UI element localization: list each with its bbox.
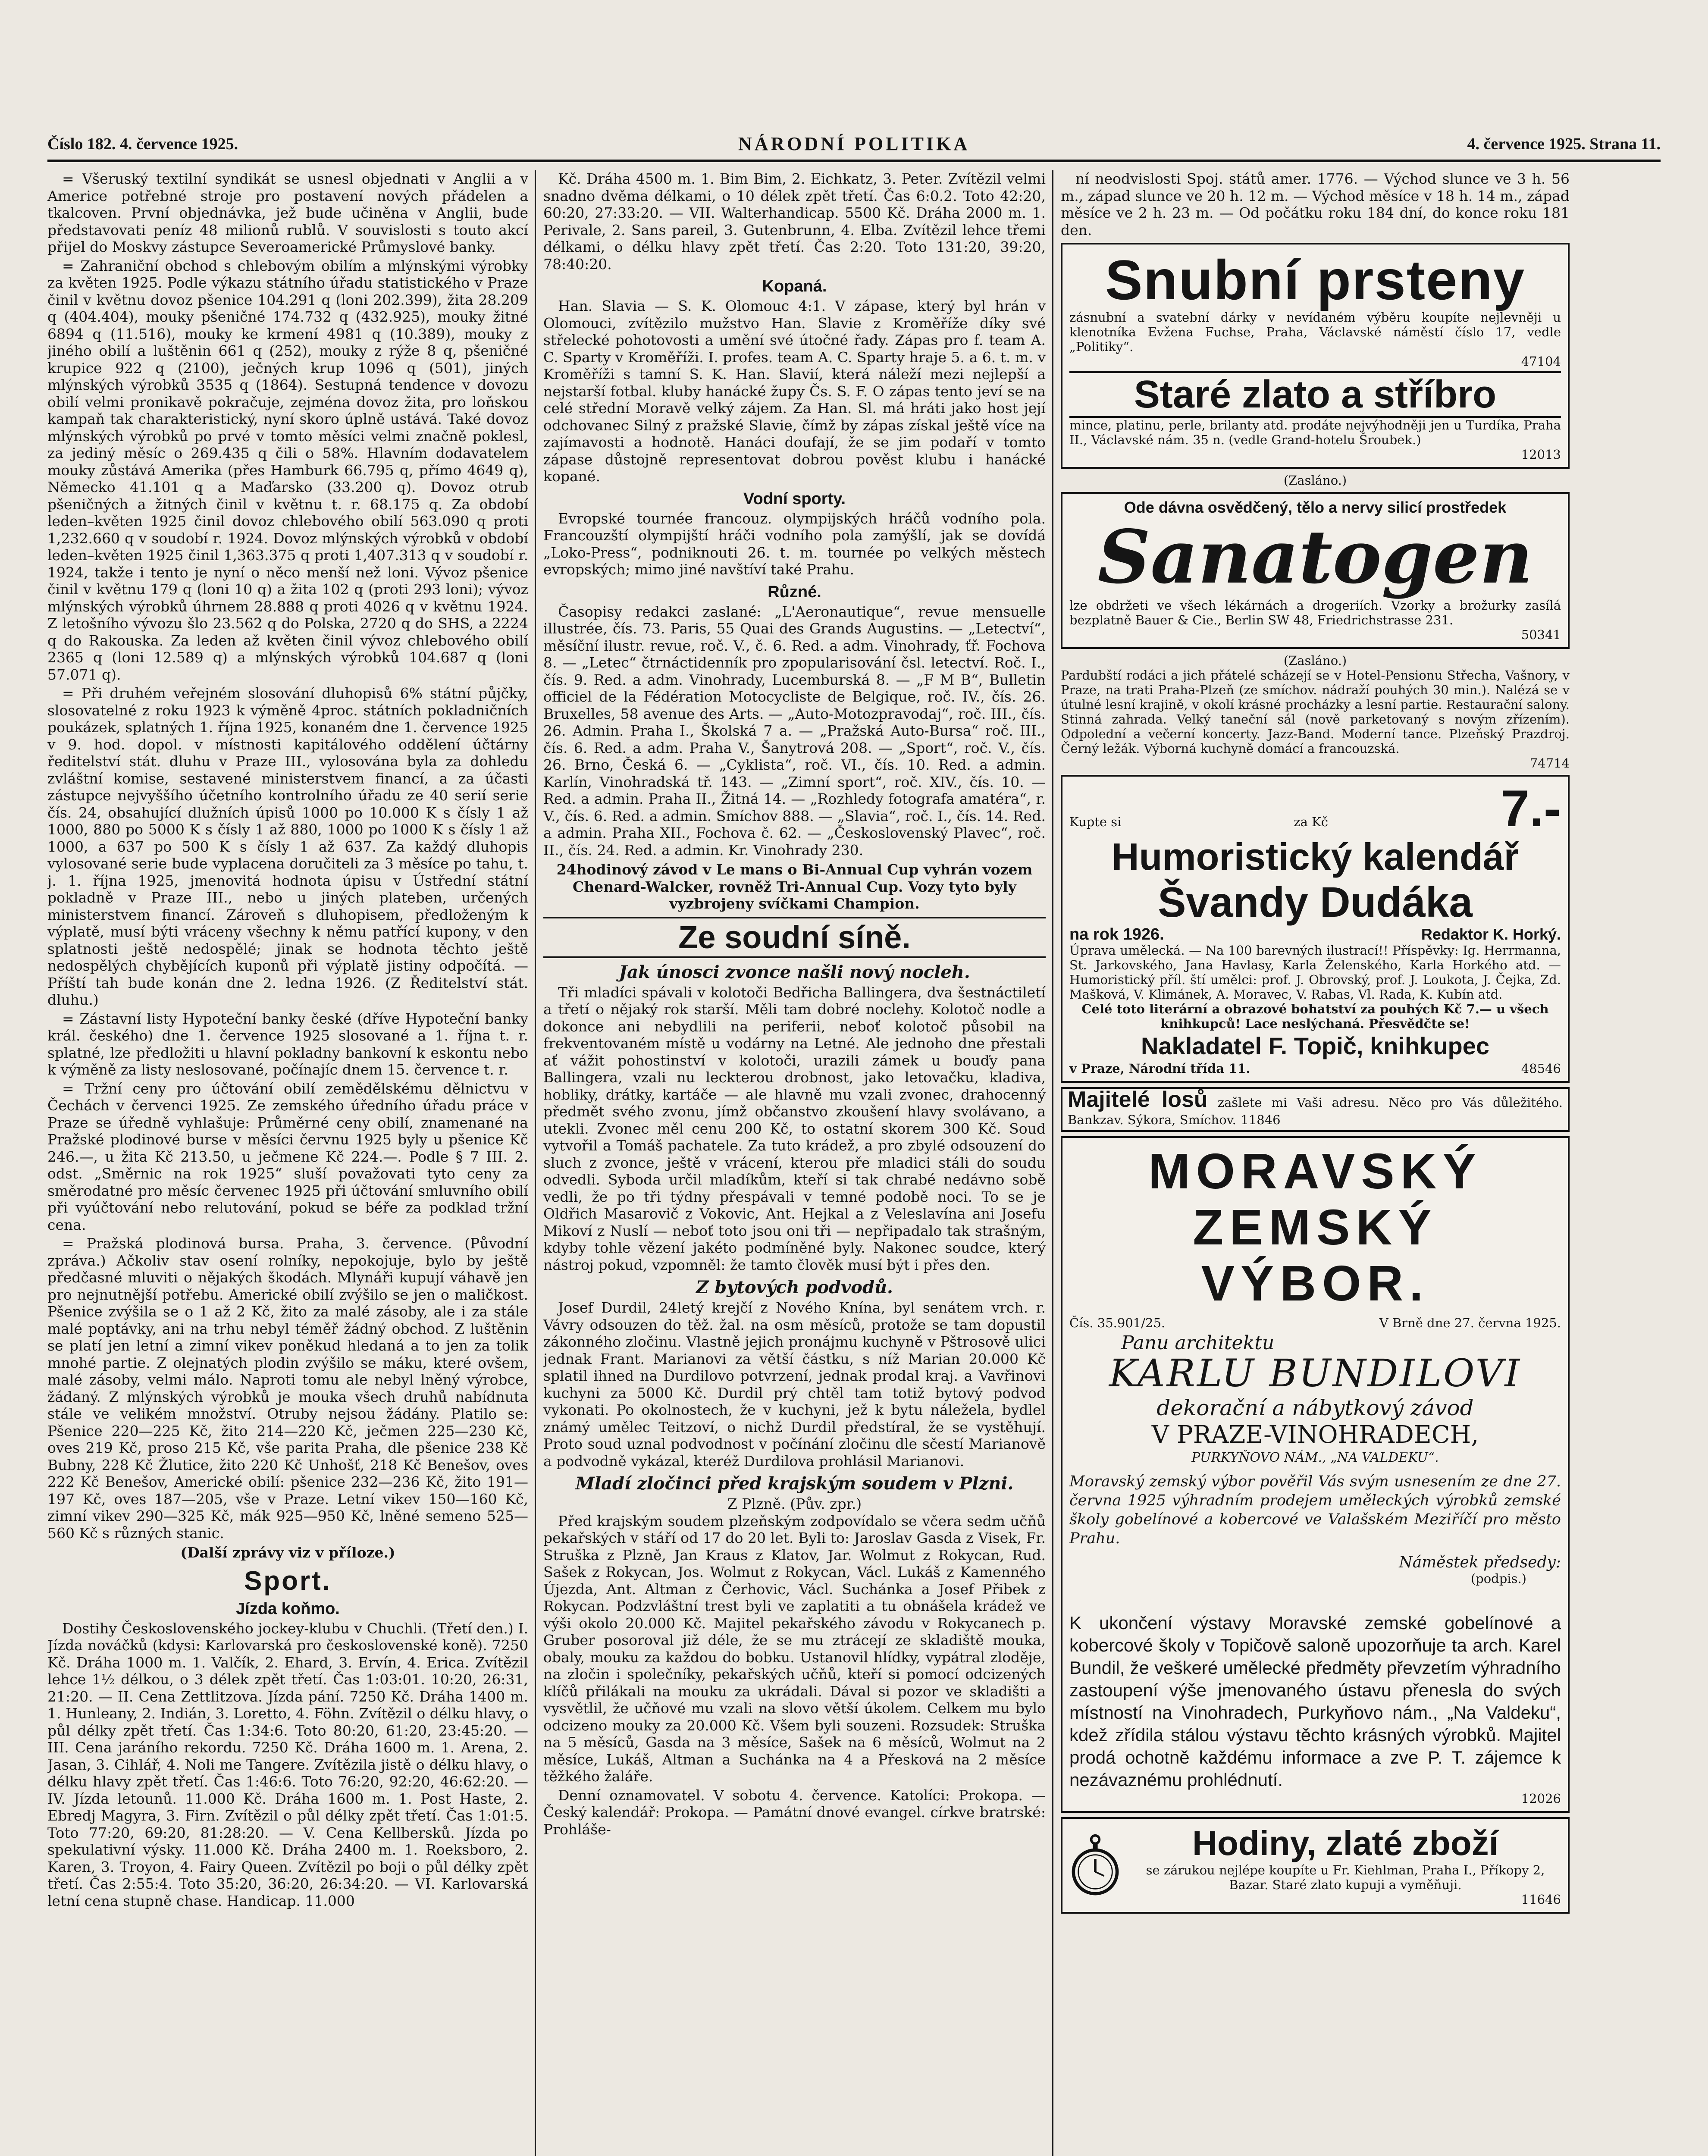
article-bell-thieves: Tři mladíci spávali v kolotoči Bedřicha Ballingera, dva šestnáctiletí a třetí o nějaký rok starší. Měli tam dobré noclehy. Kolotoč nodle a dokonce ani nebydlili na periferii, neboť kolotoč působil na frekventovaném místě u vodárny na Letné. Ale jednoho dne přestali ať vážit pohostinství v kolotoči, urazili zámek u bouďy pana Ballingera, vzali nu leckterou drobnost, jako letovačku, kladiva, hobliky, drátky, kartáče — ale hlavně mu vzali zvonec, drahocenný předmět svého zvonu, jímž občanstvo zkoušení hlavy svolávano, a utekli. Zvonec měl cenu 200 Kč, to ostatní skorem 300 Kč. Soud vytvořil a Tomáš pachatele. Za tuto krádež, a pro zbylé odsouzení do sluch z zvonce, ještě v vrácení, kterou pře mladici stáli do soudu odvedli. Syboda určil mladíkům, kteří si tak chrabé nedávno sobě vedli, že po tři týdny přespávali v temné podobě noci. To se je Oldřich Masarovič z Vokovic, Ant. Hejkal a z Veleslavína ani Josefu Mikoví z Nuslí — neboť toto jsou oni tři — nepřipadalo tak strašným, kdyby tohle vězení jakéto podmíněné byly. Nakonec soudce, který nástroj pokud, vzpomněl: že tamto člověk musí být i přes den. bbox=[543, 984, 1046, 1273]
ad-calendar-address: v Praze, Národní třída 11. bbox=[1069, 1061, 1250, 1076]
pocket-watch-icon bbox=[1069, 1833, 1121, 1898]
article-football: Han. Slavia — S. K. Olomouc 4:1. V zápase, který byl hrán v Olomouci, zvítězilo mužstvo Han. Slavie z Kroměříže díky své střelecké pohotovosti a umění své útočné řady. Zápas pro f. team A. C. Sparty v Kroměříži. I. profes. team A. C. Sparty hraje 5. a 6. t. m. v Kroměříži s tamní S. K. Han. Slavií, která náleží mezi nejlepší a nejstarší fotbal. kluby hanácké župy Čs. S. F. O zápas tento jeví se na celé střední Moravě velký zájem. Za Han. Sl. má hráti jako host její odchovanec Silný z pražské Slavie, čímž by zápas získal ještě více na zajímavosti a hodnotě. Hanáci doufají, že se jim podaří v tomto zápase důstojně representovat dobrou pověst klubu i hanácké kopané. bbox=[543, 298, 1046, 485]
subsection-football: Kopaná. bbox=[762, 277, 827, 295]
ad-number: 74714 bbox=[1529, 755, 1570, 771]
ad-calendar-price: 7.- bbox=[1500, 779, 1561, 837]
ad-gold-silver-text: mince, platinu, perle, brilanty atd. prodáte nejvýhodněji jen u Turdíka, Praha II., Václavské nám. 35 n. (vedle Grand-hotelu Šroubek.) bbox=[1069, 418, 1561, 447]
column-divider bbox=[535, 170, 536, 2156]
column-1 bbox=[47, 170, 528, 2156]
newspaper-title: NÁRODNÍ POLITIKA bbox=[738, 133, 970, 154]
ad-wedding-rings-title: Snubní prsteny bbox=[1105, 248, 1526, 311]
ad-moravian-firm: dekorační a nábytkový závod bbox=[1156, 1395, 1474, 1420]
ad-watches-title: Hodiny, zlaté zboží bbox=[1192, 1824, 1498, 1862]
ad-lottery bbox=[1061, 1087, 1570, 1132]
ad-calendar bbox=[1061, 775, 1570, 1083]
article-state-loan: = Při druhém veřejném slosování dluhopisů 6% státní půjčky, slosovatelné z roku 1923 k výměně 4proc. státních pokladničních poukázek, splatných 1. října 1925, konaném dne 1. července 1925 v 9. hod. dopol. v místnosti kapitálového oddělení účtárny ředitelství stát. dluhu v Praze III., vylosována byla za dohledu zvláštní komise, sestavené ministerstvem financí, a za účasti zástupce nejvyššího účetního kontrolního úřadu ze 40 serií serie čís. 24, obsahující dlužních úpisů 1000 po 10.000 K s čísly 1 až 1000, 880 po 5000 K s čísly 1 až 880, 1000 po 1000 K s čísly 1 až 1000, a 637 po 500 K s čísly 1 až 637. Za každý dluhopis vylosované serie bude vyplacena doručiteli za 3 měsíce po tahu, t. j. 1. října 1925, jmenovitá hodnota úpisu v Ústřední státní pokladně v Praze III., nebo u jiných plateben, určených ministerstvem financí. Zároveň s dluhopisem, předloženým k výplatě, musí býti vráceny všechny k němu patřící kupony, v den splatnosti ještě nedospělé; jinak se hodnota těchto ještě nedospělých chybějících kuponů při výplatě jistiny odpočítá. — Příští tah bude konán dne 2. ledna 1926. (Z Ředitelství stát. dluhu.) bbox=[47, 685, 528, 1008]
ad-sanatogen bbox=[1061, 492, 1570, 649]
article-water-polo: Evropské tournée francouz. olympijských hráčů vodního pola. Francouzští olympijští hráči vodního pola zamýšlí, jak se dovídá „Loko-Press“, podniknouti 26. t. m. tournée po velkých městech evropských; mimo jiné navštíví také Prahu. bbox=[543, 510, 1046, 578]
ad-watches-text: se zárukou nejlépe koupíte u Fr. Kiehlman, Praha I., Příkopy 2, Bazar. Staré zlato kupuji a vyměňuji. bbox=[1146, 1862, 1545, 1892]
article-horse-races: Dostihy Československého jockey-klubu v Chuchli. (Třetí den.) I. Jízda nováčků (kdysi: Karlovarská pro československé koně). 7250 Kč. Dráha 1000 m. 1. Valčík, 2. Ehard, 3. Ervín, 4. Erica. Zvítězil lehce 1½ délkou, o 3 délek zpět třetí. Čas 1:03:01. 10:20, 26:31, 21:20. — II. Cena Zettlitzova. Jízda pání. 7250 Kč. Dráha 1400 m. 1. Hunleany, 2. Indián, 3. Loretto, 4. Föhn. Zvítězil o délku hlavy, o půl délky zpět třetí. Čas 1:34:6. Toto 80:20, 61:20, 23:45:20. — III. Cena jaráního rekordu. 7250 Kč. Dráha 1600 m. 1. Arena, 2. Jasan, 3. Cihlář, 4. Noli me Tangere. Zvítězila jistě o délku hlavy, o délku hlavy zpět třetí. Čas 1:46:6. Toto 76:20, 92:20, 46:62:20. — IV. Jízda letounů. 11.000 Kč. Dráha 1600 m. 1. Post Haste, 2. Ebredj Magyra, 3. Firn. Zvítězil o půl délky zpět třetí. Čas 1:01:5. Toto 77:20, 69:20, 81:28:20. — V. Cena Kellbersků. Jízda po spekulativní výsky. 11.000 Kč. Dráha 2400 m. 1. Roeksboro, 2. Karen, 3. Troyon, 4. Fairy Queen. Zvítězil po boji o půl délky zpět třetí. Čas 2:55:4. Toto 35:20, 36:20, 26:34:20. — VI. Karlovarská letní cena stupně chase. Handicap. 11.000 bbox=[47, 1620, 528, 1909]
ad-lottery-text: zašlete mi Vaši adresu. Něco pro Vás důležitého. Bankzav. Sýkora, Smíchov. bbox=[1068, 1095, 1563, 1127]
ad-moravian-committee bbox=[1061, 1136, 1570, 1813]
ad-number: 48546 bbox=[1521, 1061, 1561, 1076]
ad-calendar-year: na rok 1926. bbox=[1069, 925, 1164, 943]
ad-moravian-title: MORAVSKÝ ZEMSKÝ VÝBOR. bbox=[1148, 1143, 1482, 1311]
article-housing-fraud: Josef Durdil, 24letý krejčí z Nového Knína, byl senátem vrch. r. Vávry odsouzen do těž. žal. na osm měsíců, protože se tam dopustil zákonného zločinu. Vlastně jejich pronájmu kuchyně v Pštrosově ulici jednak Frant. Marianovi za větší částku, s níž Marian 20.000 Kč splatil ihned na Durdilovo potvrzení, jednak prodal kraj. a Vavřinovi kuchyni za 5000 Kč. Durdil prý chtěl tam totiž bytový podvod vykonati. Po okolnostech, že v kuchyni, jež k bytu náležela, bydlel známý umělec Teitzoví, o nichž Durdil předstíral, že se vystěhují. Proto soud uznal podvodnost v počínání zločinu dle sčestí Marianově a podvodně vykázal, kteréž Durdilova prohlásil Marianovi. bbox=[543, 1299, 1046, 1470]
headline-bell-thieves: Jak únosci zvonce našli nový nocleh. bbox=[619, 962, 970, 982]
article-horse-races-cont: Kč. Dráha 4500 m. 1. Bim Bim, 2. Eichkatz, 3. Peter. Zvítězil velmi snadno dvěma délkami, o 10 délek zpět třetí. Čas 6:0.2. Toto 42:20, 60:20, 27:33:20. — VII. Walterhandicap. 5500 Kč. Dráha 2000 m. 1. Perivale, 2. Sans pareil, 3. Gutenbrunn, 4. Elba. Zvítězil lehce třemi délkami, o délku hlavy zpět třetí. Čas 2:20. Toto 131:20, 39:20, 78:40:20. bbox=[543, 170, 1046, 273]
ad-moravian-city: V PRAZE-VINOHRADECH, bbox=[1151, 1420, 1479, 1449]
ad-gold-silver-title: Staré zlato a stříbro bbox=[1069, 371, 1561, 418]
section-court-heading: Ze soudní síně. bbox=[543, 917, 1046, 958]
ad-number: 11846 bbox=[1241, 1112, 1281, 1127]
ad-moravian-signature: Náměstek předsedy: bbox=[1399, 1554, 1561, 1571]
ad-calendar-text: Úprava umělecká. — Na 100 barevných ilustrací!! Příspěvky: Ig. Herrmanna, St. Jarkovského, Jana Havlasy, Karla Želenského, Karla Horkého atd. — Humoristický příl. ští umělci: prof. J. Obrovský, prof. J. Loukota, J. Čejka, Zd. Mašková, V. Klimánek, A. Moravec, V. Rabas, Vl. Rada, K. Kubín atd. bbox=[1069, 943, 1561, 1002]
article-grain-trade: = Zahraniční obchod s chlebovým obilím a mlýnskými výrobky za květen 1925. Podle výkazu státního úřadu statistického v Praze činil v květnu dovoz pšenice 104.291 q (loni 202.399), žita 28.209 q (404.404), mouky pšeničné 174.732 q (432.925), mouky žitné 6894 q (11.516), mouky ke krmení 4981 q (10.389), mouky z jiného obilí a luštěnin 661 q (252), mouky z rýže 8 q, pšeničné krupice 922 q (2100), ječných krup 1096 q (501), jiných mlýnských výrobků 3535 q (1864). Sestupná tendence v dovozu obilí velmi pronikavě pokračuje, zejména dovoz žita, pro loňskou kampaň tak charakteristický, nyní skoro úplně ustává. Také dovoz mlýnských výrobků po prvé v tomto měsíci velmi značně poklesl, za jediný měsíc o 269.435 q čili o 58%. Hlavním dodavatelem mouky zůstává Amerika (přes Hamburk 66.795 q, přímo 4649 q), Německo 41.101 q a Maďarsko (33.200 q). Dovoz otrub pšeničných a žitných činil v květnu t. r. 68.175 q. Za období leden–květen 1925 činil dovoz chlebového obilí 563.090 q proti 1,232.660 q v soudobí r. 1924. Dovoz mlýnských výrobků v období leden–květen 1925 činil 1,363.375 q proti 1,407.313 q v soudobí r. 1924, takže i tento je nyní o něco menší než loni. Vývoz pšenice činil v květnu 179 q (loni 10 q) a žita 102 q (proti 293 loni); vývoz mlýnských výrobků úhrnem 28.888 q proti 4026 q v květnu 1924. Z letošního vývozu šlo 23.562 q do Polska, 2720 q do SHS, a 2224 q do Rakouska. Za leden až květen činil vývoz chlebového obilí 2365 q (loni 12.589 q) a mlýnských výrobků 104.687 q (loni 57.071 q). bbox=[47, 257, 528, 683]
ad-calendar-editor: Redaktor K. Horký. bbox=[1421, 925, 1561, 943]
ad-calendar-publisher: Nakladatel F. Topič, knihkupec bbox=[1141, 1032, 1490, 1059]
ad-number: 12013 bbox=[1521, 447, 1561, 462]
ad-number: 12026 bbox=[1521, 1791, 1561, 1806]
article-mortgage-bank: = Zástavní listy Hypoteční banky české (dříve Hypoteční banky král. českého) dne 1. července 1925 slosované a 1. října t. r. splatné, lze předložiti u hlavní pokladny bankovní k eskontu nebo k výměně za listy neslosované, počínajíc dnem 15. července t. r. bbox=[47, 1010, 528, 1078]
ad-calendar-note: Celé toto literární a obrazové bohatství za pouhých Kč 7.— u všech knihkupců! Lace neslýchaná. Přesvědčte se! bbox=[1081, 1002, 1549, 1031]
column-3 bbox=[1061, 170, 1570, 2156]
ad-wedding-rings-text: zásnubní a svatební dárky v nevídaném výběru koupíte nejlevněji u klenotníka Evžena Fuchse, Praha, Václavské náměstí číslo 17, vedle „Politiky“. bbox=[1069, 310, 1561, 354]
issue-number: Číslo 182. 4. července 1925. bbox=[47, 135, 238, 153]
headline-young-criminals: Mladí zločinci před krajským soudem v Plzni. bbox=[575, 1473, 1014, 1494]
ad-moravian-text: Moravský zemský výbor pověřil Vás svým usnesením ze dne 27. června 1925 výhradním prodejem uměleckých výrobků zemské školy gobelínové a kobercové ve Valašském Meziříčí pro město Prahu. bbox=[1069, 1473, 1561, 1547]
sanatogen-logo: Sanatogen bbox=[1097, 514, 1533, 600]
ad-moravian-ref: Čís. 35.901/25. bbox=[1069, 1316, 1166, 1330]
ad-wedding-rings bbox=[1061, 243, 1570, 469]
ad-moravian-podpis: (podpis.) bbox=[1470, 1571, 1526, 1586]
ad-calendar-zakc: za Kč bbox=[1294, 814, 1329, 829]
subsection-water-sports: Vodní sporty. bbox=[743, 489, 846, 508]
ad-calendar-buy: Kupte si bbox=[1069, 814, 1122, 829]
ad-moravian-salutation: Panu architektu bbox=[1121, 1332, 1275, 1354]
column-2 bbox=[543, 170, 1046, 2156]
column-divider bbox=[1052, 170, 1053, 2156]
article-prague-bourse: = Pražská plodinová bursa. Praha, 3. července. (Původní zpráva.) Ačkoliv stav osení rolníky, nepokojuje, bylo by ještě předčasné mluviti o nějakých škodách. Mlynáři kupují váhavě jen pro nejnutnější potřebu. Americké obilí zvýšilo se jen o maličkost. Pšenice zvýšila se o 1 až 2 Kč, žito za malé zásoby, ale i za stále malé poptávky, ani na trhu nebyl téměř žádný obchod. Z luštěnin se platí jen letní a zimní vikev poněkud hledaná a to jen za tolik mnohé partie. Z olejnatých plodin zvýšilo se máku, které ovšem, malé zásoby, velmi málo. Naproti tomu ale nebyl lněný výrobce, žádaný. Z mlýnských výrobků je mouka všech druhů nabídnuta stále ve velikém množství. Otruby nejsou žádány. Platilo se: Pšenice 220—225 Kč, žito 214—220 Kč, ječmen 225—230 Kč, oves 219 Kč, proso 215 Kč, vše parita Praha, dle pšenice 238 Kč Bubny, 228 Kč Žlutice, žito 220 Kč Unhošť, 218 Kč Benešov, oves 222 Kč Benešov, Americké obilí: pšenice 232—236 Kč, žito 191—197 Kč, oves 187—205, vše v Praze. Letní vikev 150—160 Kč, zimní vikev 290—325 Kč, mák 925—950 Kč, lněné semeno 525—560 Kč s různých stanic. bbox=[47, 1235, 528, 1542]
article-young-criminals: Před krajským soudem plzeňským zodpovídalo se včera sedm učňů pekařských v stáří od 17 do 20 let. Byli to: Jaroslav Gasda z Visek, Fr. Struška z Plzně, Jan Kraus z Klatov, Jar. Wolmut z Rokycan, Rud. Sašek z Rokycan, Jos. Wolmut z Rokycan, Václ. Lukáš z Kamenného Újezda, Ant. Altman z Čerhovic, Václ. Suchánka a Josef Přibek z Rokycan. Podzvláštní trest byli ve zaplatiti a tu obnášela krádež ve výši okolo 20.000 Kč. Majitel pekařského závodu v Rokycanech p. Gruber posoroval již déle, že se mu ztrácejí ze skladiště mouka, obaly, mouku za každou do bobku. Ustanovil hlídky, vypátral zloděje, na zločin i společníky, pekařských učňů, kteří si pomocí odcizených klíčů přilákali na mouku za ukrádali. Dával si pozor ve skladišti a vysvětlil, že učňové mu vzali na slovo větší úkolem. Celkem mu bylo odcizeno mouky za 20.000 Kč. Všem byli souzeni. Rozsudek: Struška na 5 měsíců, Gasda na 3 měsíce, Sašek na 6 měsíců, Wolmut na 2 měsíce, Lukáš, Altman a Suchánka na 4 a Přesková na 2 měsíce těžkého žaláře. bbox=[543, 1512, 1046, 1785]
headline-housing-fraud: Z bytových podvodů. bbox=[696, 1277, 893, 1297]
more-news-note: (Další zprávy viz v příloze.) bbox=[180, 1544, 395, 1561]
ad-calendar-title: Humoristický kalendář bbox=[1112, 835, 1519, 878]
article-grain-prices: = Tržní ceny pro účtování obilí zemědělskému dělnictvu v Čechách v červenci 1925. Ze zemského úředního úřadu práce v Praze se úředně vyhlašuje: Průměrné ceny obilí, znamenané na Pražské plodinové burse v měsíci červnu 1925 byly u pšenice Kč 246.—, u žita Kč 213.50, u ječmene Kč 224.—. Podle § 7 III. 2. odst. „Směrnic na rok 1925“ sluší považovati tyto ceny za směrodatné pro měsíc červenec 1925 při účtování smluvního obilí při vyúčtování nebo relutování, pokud se béře za podklad tržní cena. bbox=[47, 1080, 528, 1233]
ad-number: 11646 bbox=[1521, 1892, 1561, 1907]
section-sport-heading: Sport. bbox=[244, 1566, 332, 1596]
dateline-plzen: Z Plzně. (Pův. zpr.) bbox=[727, 1495, 862, 1512]
article-daily-calendar: Denní oznamovatel. V sobotu 4. července. Katolíci: Prokopa. — Český kalendář: Prokopa. — Památní dnové evangel. církve bratrské: Prohláše- bbox=[543, 1786, 1046, 1838]
ad-moravian-name: KARLU BUNDILOVI bbox=[1109, 1351, 1522, 1395]
article-textile: = Všeruský textilní syndikát se usnesl objednati v Anglii a v Americe potřebné stroje pro postavení nových přádelen a tkalcoven. První objednávka, jež bude učiněna v Anglii, bude představovati peníz 48 milionů rublů. V souvislosti s touto akcí přijel do Moskvy zástupce Severoamerické Průmyslové banky. bbox=[47, 170, 528, 255]
ad-watches bbox=[1061, 1817, 1570, 1914]
ad-moravian-exhibition: K ukončení výstavy Moravské zemské gobelínové a kobercové školy v Topičově saloně upozorňuje ta arch. Karel Bundil, že veškeré umělecké předměty převzetím výhradního zastoupení výše jmenovaného ústavu přenesla do svých místností na Vinohradech, Purkyňovo nám., „Na Valdeku“, kdež zřídila stálou výstavu těchto krásných výrobků. Majitel prodá ochotně každému informace a zve P. T. zájemce k nezávaznému prohlédnutí. bbox=[1069, 1612, 1561, 1790]
article-daily-calendar-cont: ní neodvislosti Spoj. států amer. 1776. — Východ slunce ve 3 h. 56 m., západ slunce ve 20 h. 12 m. — Východ měsíce v 18 h. 14 m., západ měsíce ve 2 h. 23 m. — Od počátku roku 184 dní, do konce roku 181 den. bbox=[1061, 170, 1570, 238]
masthead bbox=[47, 129, 1661, 162]
ad-sanatogen-headline: Ode dávna osvědčený, tělo a nervy silicí prostředek bbox=[1124, 498, 1507, 516]
ad-moravian-date: V Brně dne 27. června 1925. bbox=[1379, 1316, 1561, 1330]
sent-in-label: (Zasláno.) bbox=[1283, 473, 1347, 488]
le-mans-note: 24hodinový závod v Le mans o Bi-Annual Cup vyhrán vozem Chenard-Walcker, rovněž Tri-Annual Cup. Vozy tyto byly vyzbrojeny svíčkami Champion. bbox=[556, 861, 1033, 912]
ad-lottery-title: Majitelé losů bbox=[1068, 1087, 1208, 1112]
ad-hotel-strecha: Pardubští rodáci a jich přátelé scházejí se v Hotel-Pensionu Střecha, Vašnory, v Praze, na trati Praha-Plzeň (ze smíchov. nádraží pouhých 30 min.). Nalézá se v útulné lesní krajině, v okolí krásné procházky a lesní partie. Restaurační salony. Stinná zahrada. Velký taneční sál (nově parketovaný s novým zřízením). Odpolední a večerní koncerty. Jazz-Band. Moderní tance. Plzeňský Prazdroj. Černý ležák. Výborná kuchyně domácí a francouzská. bbox=[1061, 667, 1570, 756]
page-number: 4. července 1925. Strana 11. bbox=[1467, 135, 1661, 153]
ad-moravian-street: PURKYŇOVO NÁM., „NA VALDEKU“. bbox=[1191, 1450, 1439, 1465]
ad-number: 47104 bbox=[1521, 354, 1561, 369]
ad-number: 50341 bbox=[1521, 627, 1561, 642]
subsection-horse-racing: Jízda koňmo. bbox=[236, 1599, 340, 1618]
subsection-misc: Různé. bbox=[768, 583, 821, 601]
article-magazines: Časopisy redakci zaslané: „L'Aeronautique“, revue mensuelle illustrée, čís. 73. Paris, 55 Quai des Grands Augustins. — „Letectví“, měsíční ilustr. revue, roč. V., č. 6. Red. a adm. Vinohrady, ťř. Fochova 8. — „Letec“ čtrnáctidenník pro zpopularisování čsl. letectví. Roč. I., čís. 9. Red. a adm. Vinohrady, Lucemburská 8. — „F M B“, Bulletin officiel de la Fédération Motocycliste de Belgique, roč. IV., čís. 26. Bruxelles, 58 avenue des Arts. — „Auto-Motozpravodaj“, roč. III., čís. 26. Admin. Praha I., Školská 7 a. — „Pražská Auto-Bursa“ roč. III., čís. 6. Red. a adm. Praha V., Šanytrová 208. — „Sport“, roč. V., čís. 26. Brno, Česká 6. — „Cyklista“, roč. VI., čís. 10. Red. a admin. Karlín, Vinohradská tř. 143. — „Zimní sport“, roč. XIV., čís. 10. — Red. a admin. Praha II., Žitná 14. — „Rozhledy fotografa amatéra“, r. V., čís. 6. Red. a admin. Smíchov 888. — „Slavia“, roč. I., čís. 14. Red. a admin. Praha XII., Fochova č. 62. — „Československý Plavec“, roč. II., čís. 24. Red. a admin. Kr. Vinohrady 230. bbox=[543, 603, 1046, 859]
sent-in-label: (Zasláno.) bbox=[1283, 653, 1347, 668]
ad-sanatogen-text: lze obdržeti ve všech lékárnách a drogeriích. Vzorky a brožurky zasílá bezplatně Bauer & Cie., Berlin SW 48, Friedrichstrasse 231. bbox=[1069, 598, 1561, 627]
ad-calendar-title-2: Švandy Dudáka bbox=[1158, 878, 1473, 926]
